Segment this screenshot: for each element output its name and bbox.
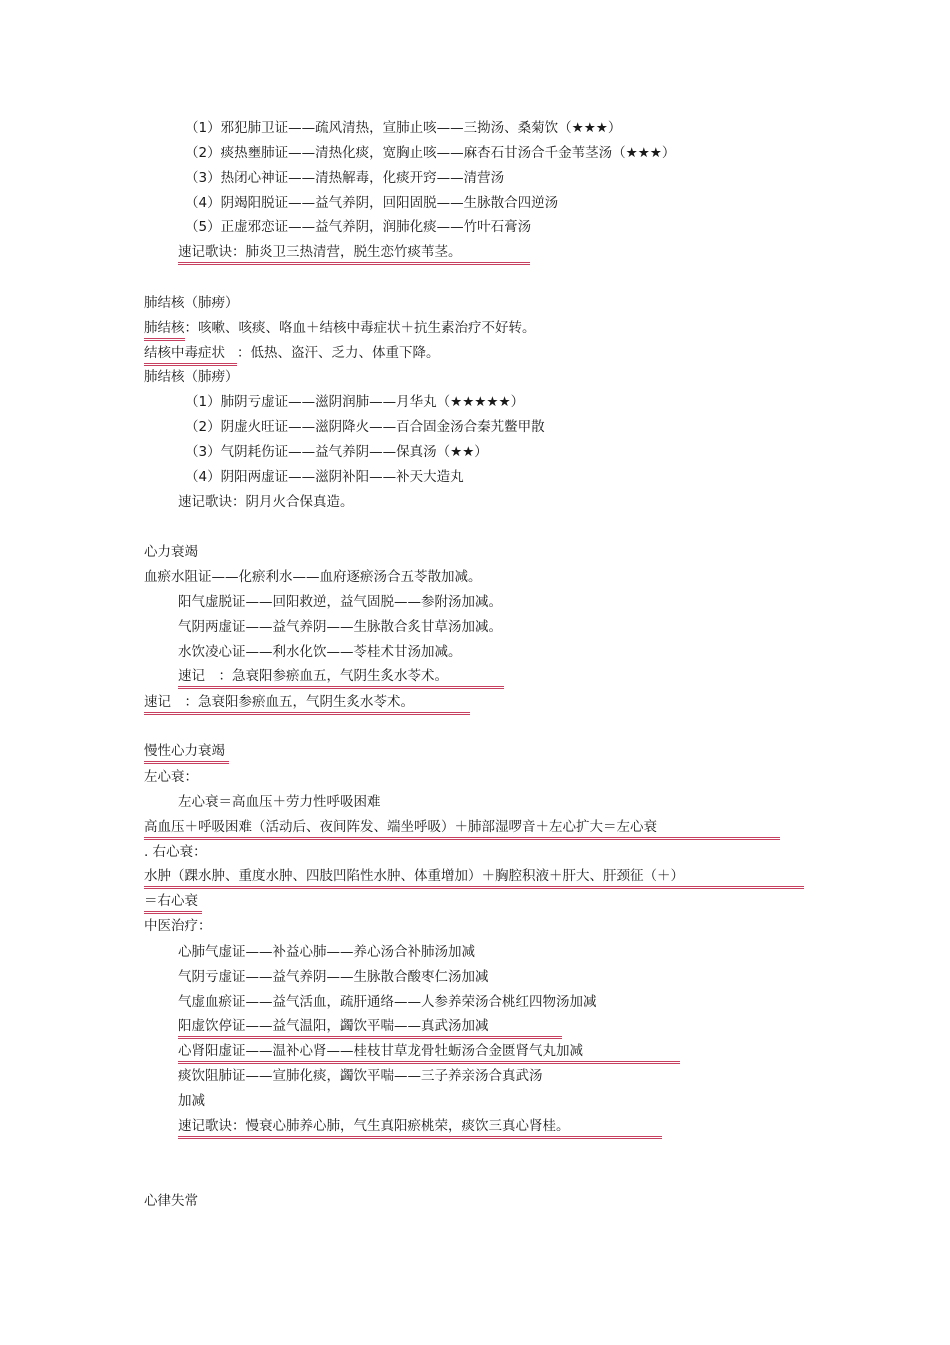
pneumonia-mnemonic (178, 243, 530, 265)
chf-tcm-label: 中医治疗： (144, 918, 212, 934)
chf-item-4-text: 阳虚饮停证——益气温阳，蠲饮平喘——真武汤加减 (178, 1017, 562, 1039)
hf-item-2: 气阴两虚证——益气养阴——生脉散合炙甘草汤加减。 (178, 619, 502, 635)
chf-item-4 (178, 1017, 562, 1039)
chf-left-formula-2 (144, 818, 780, 840)
chf-mnemonic (178, 1117, 662, 1139)
chf-right-formula-end (144, 892, 202, 914)
pneumonia-item-4: （4）阴竭阳脱证——益气养阴，回阳固脱——生脉散合四逆汤 (185, 195, 559, 211)
hf-mnemonic-1-text: 速记 ：急衰阳参瘀血五，气阴生炙水苓术。 (178, 667, 504, 689)
tb-definition (144, 319, 536, 341)
pneumonia-item-3: （3）热闭心神证——清热解毒，化痰开窍——清营汤 (185, 170, 505, 186)
chf-item-3: 气虚血瘀证——益气活血，疏肝通络——人参养荣汤合桃红四物汤加减 (178, 994, 597, 1010)
hf-mnemonic-1 (178, 667, 504, 689)
arrhythmia-title: 心律失常 (144, 1193, 198, 1209)
pneumonia-item-2: （2）痰热壅肺证——清热化痰，宽胸止咳——麻杏石甘汤合千金苇茎汤（★★★） (185, 145, 676, 161)
tb-title-2: 肺结核（肺痨） (144, 369, 239, 385)
tb-toxic-term: 结核中毒症状 (144, 344, 237, 366)
tb-toxic-definition (144, 344, 440, 366)
chf-left-label: 左心衰： (144, 769, 198, 785)
tb-toxic-text: ：低热、盗汗、乏力、体重下降。 (237, 345, 440, 361)
chf-right-formula-end-text: ＝右心衰 (144, 892, 202, 914)
chf-left-formula: 左心衰＝高血压＋劳力性呼吸困难 (178, 794, 381, 810)
tb-item-3: （3）气阴耗伤证——益气养阴——保真汤（★★） (185, 444, 488, 460)
pneumonia-mnemonic-text: 速记歌诀：肺炎卫三热清营，脱生恋竹痰苇茎。 (178, 243, 530, 265)
chf-title-text: 慢性心力衰竭 (144, 742, 229, 764)
chf-item-1: 心肺气虚证——补益心肺——养心汤合补肺汤加减 (178, 944, 475, 960)
chf-item-6-cont: 加减 (178, 1093, 205, 1109)
tb-mnemonic: 速记歌诀：阴月火合保真造。 (178, 494, 354, 510)
chf-item-2: 气阴亏虚证——益气养阴——生脉散合酸枣仁汤加减 (178, 969, 489, 985)
tb-item-1: （1）肺阴亏虚证——滋阴润肺——月华丸（★★★★★） (185, 394, 525, 410)
tb-definition-text: ：咳嗽、咳痰、咯血＋结核中毒症状＋抗生素治疗不好转。 (184, 320, 536, 336)
chf-left-formula-2-text: 高血压＋呼吸困难（活动后、夜间阵发、端坐呼吸）＋肺部湿啰音＋左心扩大＝左心衰 (144, 818, 780, 840)
pneumonia-item-1: （1）邪犯肺卫证——疏风清热，宣肺止咳——三拗汤、桑菊饮（★★★） (185, 120, 622, 136)
hf-title: 心力衰竭 (144, 544, 198, 560)
hf-item-3: 水饮凌心证——利水化饮——苓桂术甘汤加减。 (178, 644, 462, 660)
tb-item-4: （4）阴阳两虚证——滋阴补阳——补天大造丸 (185, 469, 464, 485)
hf-item-1: 阳气虚脱证——回阳救逆，益气固脱——参附汤加减。 (178, 594, 502, 610)
hf-line-1: 血瘀水阻证——化瘀利水——血府逐瘀汤合五苓散加减。 (144, 569, 482, 585)
chf-right-formula (144, 867, 804, 889)
chf-mnemonic-text: 速记歌诀：慢衰心肺养心肺，气生真阳瘀桃荣，痰饮三真心肾桂。 (178, 1117, 662, 1139)
tb-title: 肺结核（肺痨） (144, 295, 239, 311)
tb-term: 肺结核 (144, 319, 185, 341)
hf-mnemonic-2 (144, 693, 470, 715)
chf-title (144, 742, 229, 764)
chf-item-6: 痰饮阻肺证——宣肺化痰，蠲饮平喘——三子养亲汤合真武汤 (178, 1068, 543, 1084)
hf-mnemonic-2-text: 速记 ：急衰阳参瘀血五，气阴生炙水苓术。 (144, 693, 470, 715)
pneumonia-item-5: （5）正虚邪恋证——益气养阴，润肺化痰——竹叶石膏汤 (185, 219, 532, 235)
chf-item-5-text: 心肾阳虚证——温补心肾——桂枝甘草龙骨牡蛎汤合金匮肾气丸加减 (178, 1042, 680, 1064)
chf-right-label: . 右心衰： (144, 844, 207, 860)
chf-item-5 (178, 1042, 680, 1064)
tb-item-2: （2）阴虚火旺证——滋阴降火——百合固金汤合秦艽鳖甲散 (185, 419, 545, 435)
chf-right-formula-text: 水肿（踝水肿、重度水肿、四肢凹陷性水肿、体重增加）＋胸腔积液＋肝大、肝颈征（＋） (144, 867, 804, 889)
